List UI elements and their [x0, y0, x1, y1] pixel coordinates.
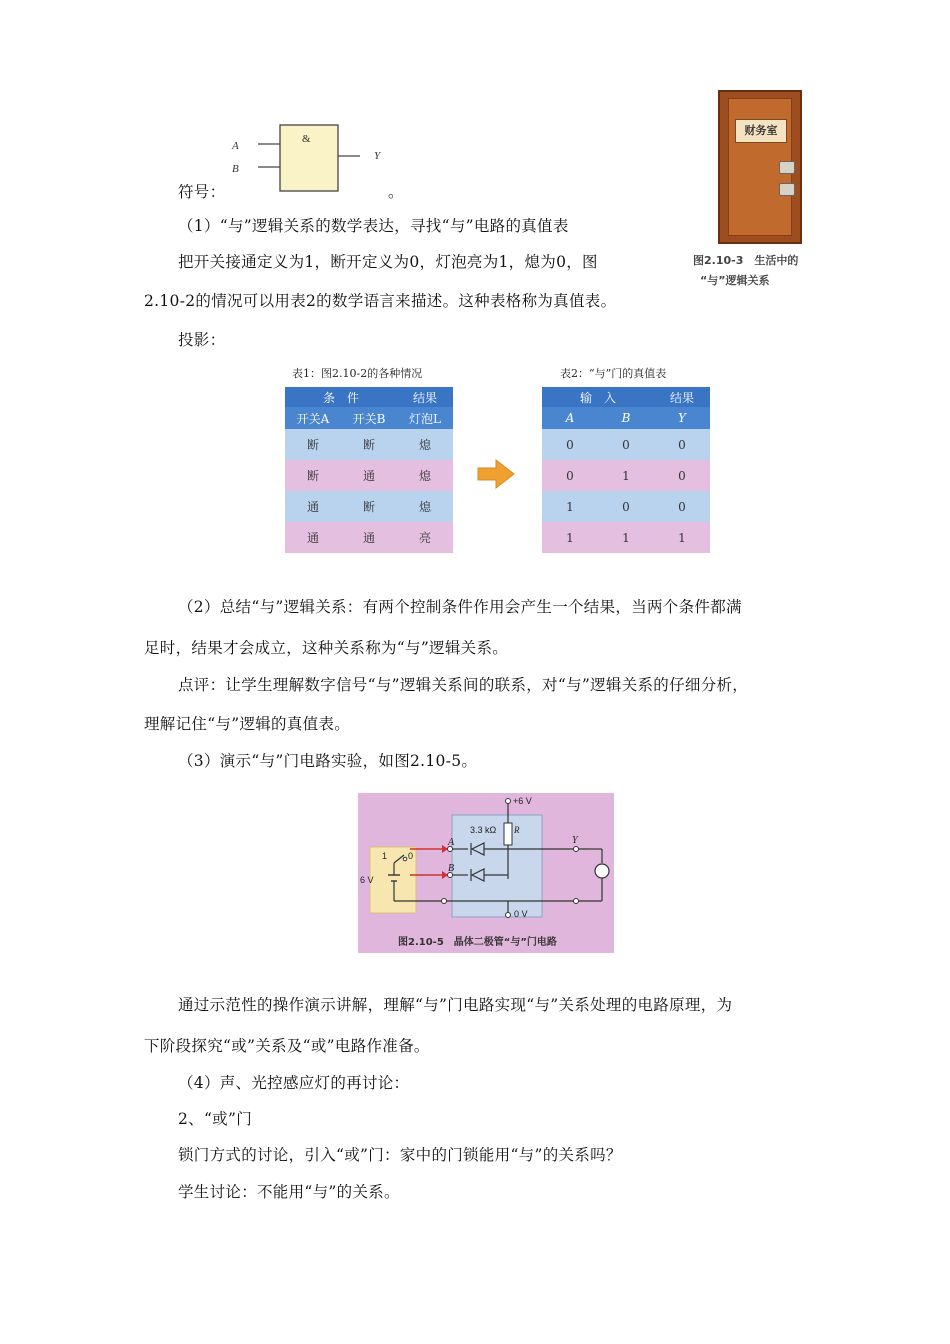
table-cell: 熄 [418, 469, 431, 483]
table2-col-b: B [598, 407, 654, 429]
table-row [542, 429, 710, 460]
circuit-ground: 0 V [514, 909, 528, 919]
door-image [718, 90, 802, 244]
paragraph-11: 学生讨论：不能用“与”的关系。 [178, 1183, 400, 1201]
table-cell: 1 [566, 530, 574, 545]
table-cell: 通 [306, 531, 319, 545]
table-cell: 通 [362, 531, 375, 545]
table-cell: 熄 [418, 500, 431, 514]
door-caption-line2: “与”逻辑关系 [700, 274, 770, 287]
table-row [285, 522, 453, 553]
paragraph-5a: 点评：让学生理解数字信号“与”逻辑关系间的联系，对“与”逻辑关系的仔细分析， [178, 676, 749, 694]
paragraph-7b: 下阶段探究“或”关系及“或”电路作准备。 [144, 1037, 430, 1055]
padlock-icon [779, 161, 795, 174]
table1-col-b: 开关B [341, 407, 397, 429]
table1-group-result: 结果 [397, 387, 453, 407]
table2-title: 表2：“与”门的真值表 [560, 367, 667, 380]
circuit-switch-1: 1 [382, 851, 388, 861]
paragraph-4a: （2）总结“与”逻辑关系：有两个控制条件作用会产生一个结果，当两个条件都满 [178, 598, 742, 616]
table1-title: 表1：图2.10-2的各种情况 [292, 367, 423, 380]
table-row [542, 522, 710, 553]
door-sign: 财务室 [735, 119, 787, 143]
paragraph-5b: 理解记住“与”逻辑的真值表。 [144, 715, 351, 733]
table-cell: 0 [566, 437, 574, 452]
gate-output-y: Y [374, 150, 381, 162]
right-arrow-icon [476, 458, 516, 490]
symbol-label: 符号： [178, 183, 226, 201]
table-cell: 0 [566, 468, 574, 483]
table1-col-l: 灯泡L [397, 407, 453, 429]
paragraph-3: 投影： [178, 331, 226, 349]
table-row [285, 460, 453, 491]
circuit-source: 6 V [360, 875, 374, 885]
table-cell: 0 [678, 499, 686, 514]
circuit-input-b: B [448, 863, 455, 874]
circuit-input-a: A [448, 837, 455, 848]
table-cell: 通 [362, 469, 375, 483]
circuit-switch-0: 0 [408, 851, 414, 861]
table-row [285, 429, 453, 460]
door-caption-line1: 图2.10-3 生活中的 [693, 254, 799, 267]
circuit-supply: +6 V [513, 796, 532, 806]
table1 [285, 387, 453, 553]
table-cell: 断 [362, 500, 375, 514]
table-cell: 0 [622, 437, 630, 452]
table2-group-input: 输 入 [542, 387, 654, 407]
table-row [542, 491, 710, 522]
circuit-caption: 图2.10-5 晶体二极管“与”门电路 [398, 937, 557, 948]
and-gate-circuit-diagram [358, 793, 614, 953]
table-cell: 通 [306, 500, 319, 514]
table2-group-result: 结果 [654, 387, 710, 407]
circuit-resistor-value: 3.3 kΩ [470, 825, 497, 835]
table-cell: 1 [622, 468, 630, 483]
paragraph-7a: 通过示范性的操作演示讲解，理解“与”门电路实现“与”关系处理的电路原理，为 [178, 996, 733, 1014]
table-cell: 断 [306, 438, 319, 452]
circuit-output-y: Y [572, 835, 578, 846]
paragraph-2b: 2.10-2的情况可以用表2的数学语言来描述。这种表格称为真值表。 [144, 292, 617, 310]
table-cell: 亮 [418, 531, 431, 545]
symbol-end-mark: 。 [388, 183, 404, 201]
table-cell: 1 [622, 530, 630, 545]
table-cell: 0 [622, 499, 630, 514]
padlock-icon [779, 183, 795, 196]
table2-col-a: A [542, 407, 598, 429]
table2 [542, 387, 710, 553]
gate-input-a: A [232, 140, 239, 152]
gate-ampersand: & [302, 133, 311, 145]
circuit-resistor-name: R [514, 825, 520, 835]
paragraph-2a: 把开关接通定义为1，断开定义为0，灯泡亮为1，熄为0，图 [178, 253, 598, 271]
paragraph-8: （4）声、光控感应灯的再讨论： [178, 1074, 410, 1092]
table1-col-a: 开关A [285, 407, 341, 429]
paragraph-1: （1）“与”逻辑关系的数学表达，寻找“与”电路的真值表 [178, 217, 569, 235]
paragraph-6: （3）演示“与”门电路实验，如图2.10-5。 [178, 752, 478, 770]
table-cell: 0 [678, 437, 686, 452]
table-row [285, 491, 453, 522]
table-cell: 断 [306, 469, 319, 483]
paragraph-9: 2、“或”门 [178, 1110, 253, 1128]
paragraph-10: 锁门方式的讨论，引入“或”门：家中的门锁能用“与”的关系吗？ [178, 1146, 622, 1164]
table-cell: 1 [566, 499, 574, 514]
table-cell: 熄 [418, 438, 431, 452]
table1-group-condition: 条 件 [285, 387, 397, 407]
table2-col-y: Y [654, 407, 710, 429]
table-row [542, 460, 710, 491]
door-panel [728, 98, 792, 236]
table-cell: 断 [362, 438, 375, 452]
gate-input-b: B [232, 163, 239, 175]
paragraph-4b: 足时，结果才会成立，这种关系称为“与”逻辑关系。 [144, 639, 509, 657]
table-cell: 1 [678, 530, 686, 545]
table-cell: 0 [678, 468, 686, 483]
